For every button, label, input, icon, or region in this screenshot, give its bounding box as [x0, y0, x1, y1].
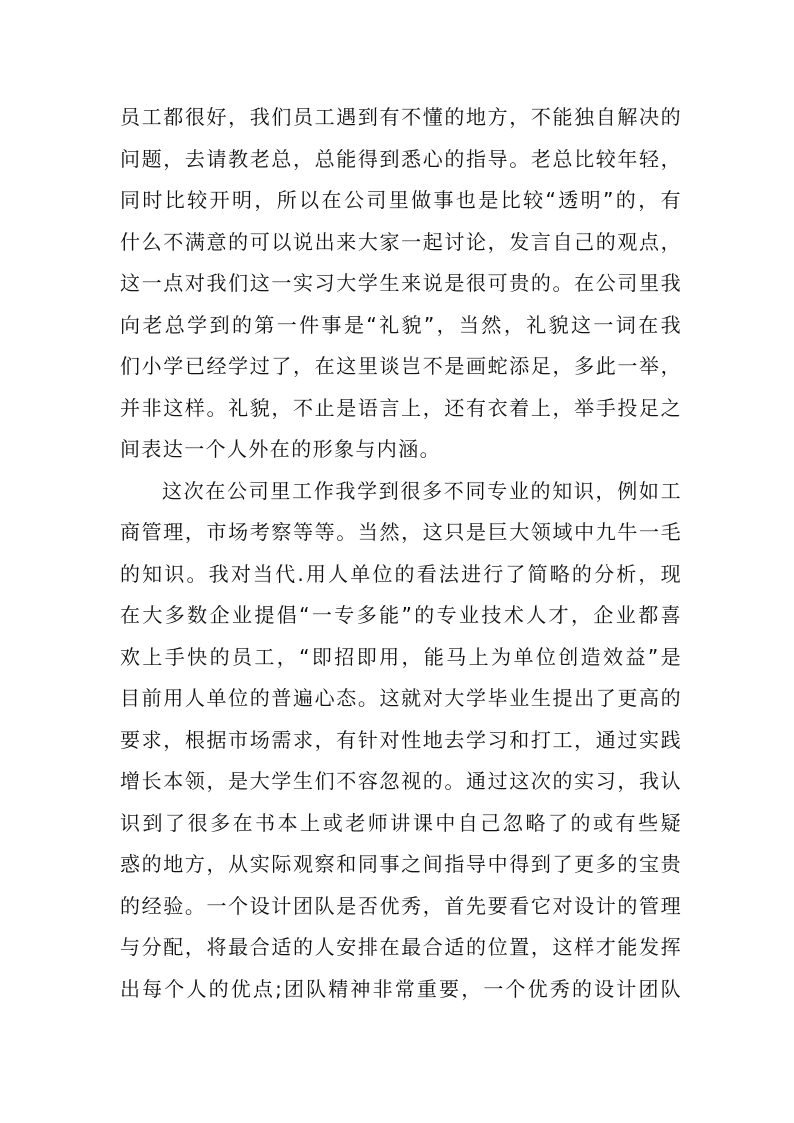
- text-line: 这次在公司里工作我学到很多不同专业的知识，例如工: [162, 478, 682, 503]
- text-line: 的知识。我对当代.用人单位的看法进行了简略的分析，现: [120, 561, 682, 586]
- text-line: 向老总学到的第一件事是“礼貌”，当然，礼貌这一词在我: [120, 312, 682, 337]
- text-line: 问题，去请教老总，总能得到悉心的指导。老总比较年轻，: [120, 146, 682, 171]
- text-line: 识到了很多在书本上或老师讲课中自己忽略了的或有些疑: [120, 810, 682, 835]
- text-line: 这一点对我们这一实习大学生来说是很可贵的。在公司里我: [120, 271, 682, 295]
- text-line: 什么不满意的可以说出来大家一起讨论，发言自己的观点，: [120, 229, 682, 254]
- text-line: 欢上手快的员工，“即招即用，能马上为单位创造效益”是: [120, 644, 682, 669]
- document-body: [120, 97, 682, 1010]
- text-line: 与分配，将最合适的人安排在最合适的位置，这样才能发挥: [120, 935, 682, 959]
- text-line: 增长本领，是大学生们不容忽视的。通过这次的实习，我认: [120, 769, 682, 793]
- text-line: 同时比较开明，所以在公司里做事也是比较“透明”的，有: [120, 188, 682, 212]
- text-line: 出每个人的优点;团队精神非常重要，一个优秀的设计团队: [120, 976, 682, 1001]
- text-line: 在大多数企业提倡“一专多能”的专业技术人才，企业都喜: [120, 603, 682, 627]
- text-line: 要求，根据市场需求，有针对性地去学习和打工，通过实践: [120, 727, 682, 752]
- text-line: 商管理，市场考察等等。当然，这只是巨大领域中九牛一毛: [120, 520, 682, 544]
- text-line: 间表达一个人外在的形象与内涵。: [120, 437, 441, 461]
- text-line: 员工都很好，我们员工遇到有不懂的地方，不能独自解决的: [120, 105, 682, 129]
- text-line: 并非这样。礼貌，不止是语言上，还有衣着上，举手投足之: [120, 395, 682, 420]
- text-line: 目前用人单位的普遍心态。这就对大学毕业生提出了更高的: [120, 686, 682, 710]
- text-line: 惑的地方，从实际观察和同事之间指导中得到了更多的宝贵: [120, 852, 682, 876]
- text-line: 的经验。一个设计团队是否优秀，首先要看它对设计的管理: [120, 893, 682, 918]
- text-line: 们小学已经学过了，在这里谈岂不是画蛇添足，多此一举，: [120, 354, 682, 378]
